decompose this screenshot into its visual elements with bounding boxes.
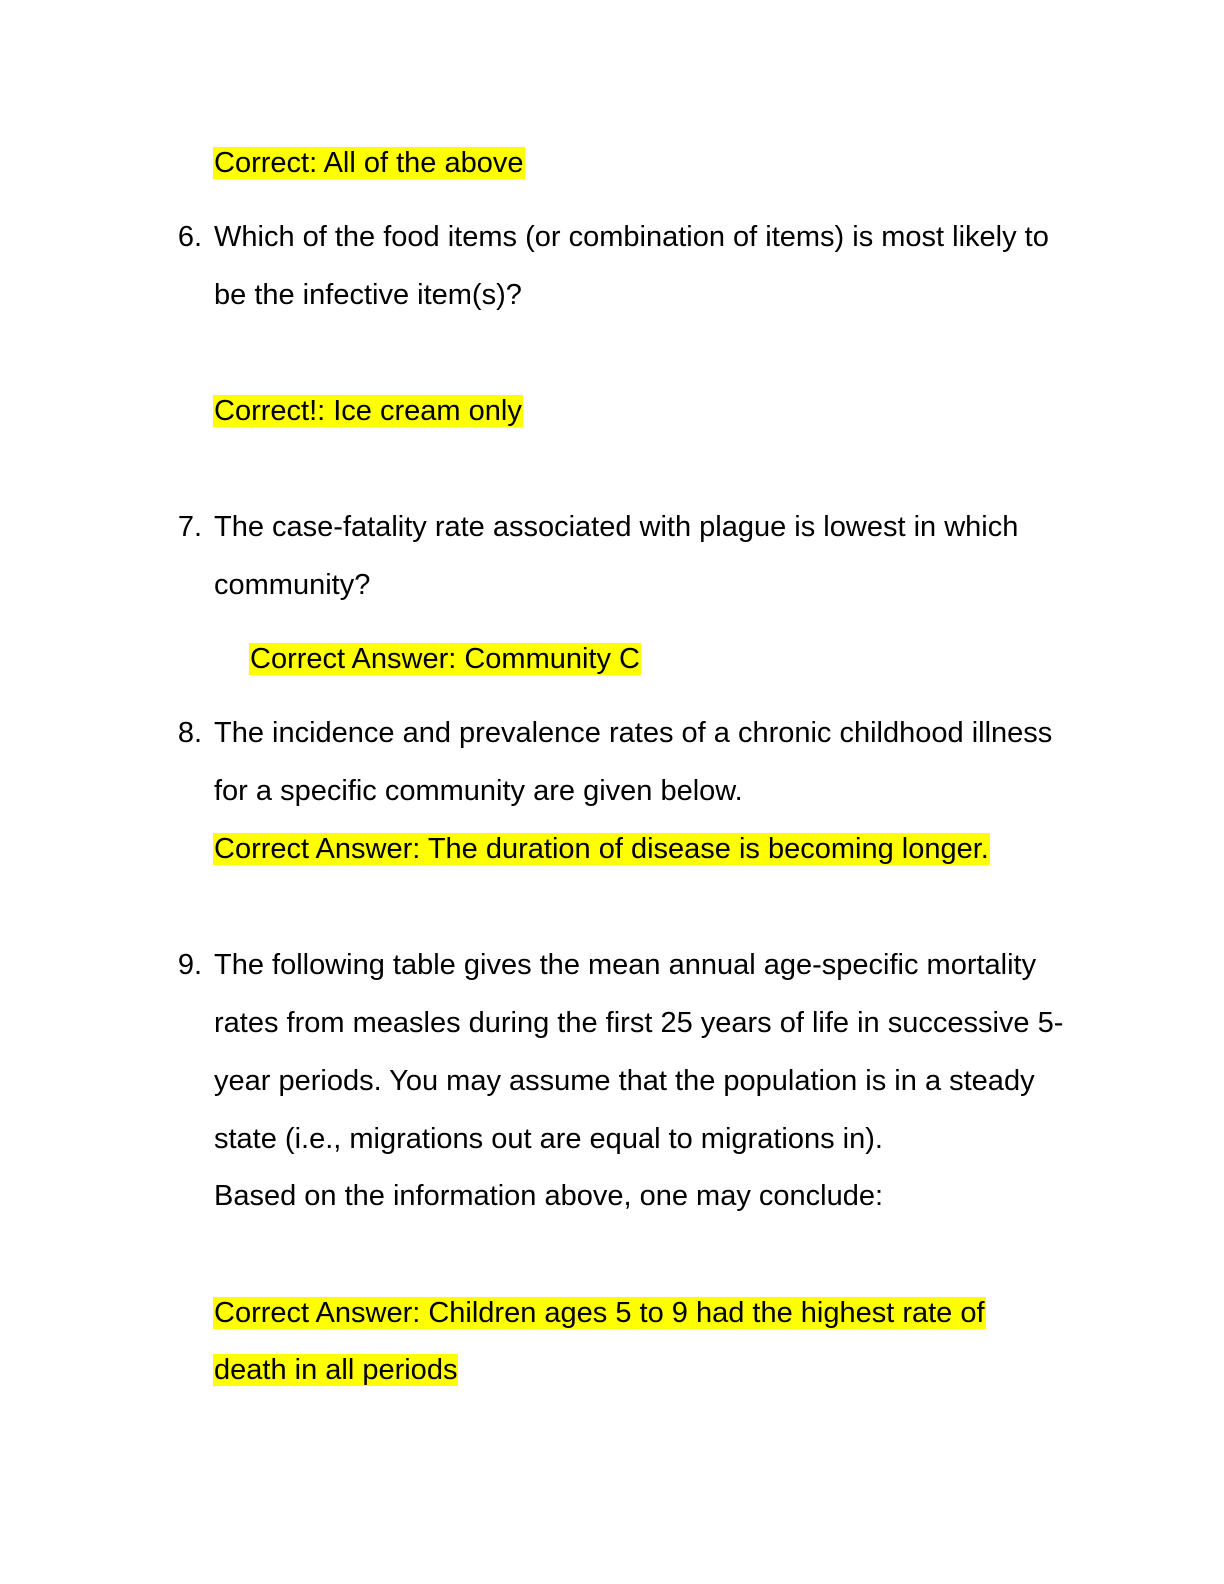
- answer-5-highlight: Correct: All of the above: [214, 147, 524, 179]
- q9-answer-line-1: [213, 1294, 986, 1332]
- q9-line-5: Based on the information above, one may conclude:: [214, 1180, 884, 1212]
- q8-answer: [213, 830, 990, 868]
- q9-line-4: state (i.e., migrations out are equal to migrations in).: [214, 1123, 883, 1155]
- q8-line-1: The incidence and prevalence rates of a chronic childhood illness: [214, 717, 1053, 749]
- q8-answer-highlight: Correct Answer: The duration of disease is becoming longer.: [214, 833, 989, 865]
- q9-line-2: rates from measles during the first 25 years of life in successive 5-: [214, 1007, 1064, 1039]
- q9-answer-line-2: [213, 1351, 458, 1389]
- q6-line-1: Which of the food items (or combination of items) is most likely to: [214, 221, 1049, 253]
- q7-answer-highlight: Correct Answer: Community C: [250, 643, 640, 675]
- q8-line-2: for a specific community are given below.: [214, 775, 743, 807]
- q7-line-1: The case-fatality rate associated with plague is lowest in which: [214, 511, 1019, 543]
- q9-answer-highlight-1: Correct Answer: Children ages 5 to 9 had the highest rate of: [214, 1297, 985, 1329]
- q8-number: 8.: [177, 717, 202, 749]
- q9-number: 9.: [177, 949, 202, 981]
- q7-number: 7.: [177, 511, 202, 543]
- q7-line-2: community?: [214, 569, 371, 601]
- q6-line-2: be the infective item(s)?: [214, 279, 522, 311]
- answer-5: [213, 144, 525, 182]
- q6-answer: [213, 392, 523, 430]
- q9-answer-highlight-2: death in all periods: [214, 1354, 458, 1386]
- q9-line-1: The following table gives the mean annual age-specific mortality: [214, 949, 1037, 981]
- q6-number: 6.: [177, 221, 202, 253]
- q7-answer: [249, 640, 641, 678]
- q9-line-3: year periods. You may assume that the population is in a steady: [214, 1065, 1035, 1097]
- q6-answer-highlight: Correct!: Ice cream only: [214, 395, 522, 427]
